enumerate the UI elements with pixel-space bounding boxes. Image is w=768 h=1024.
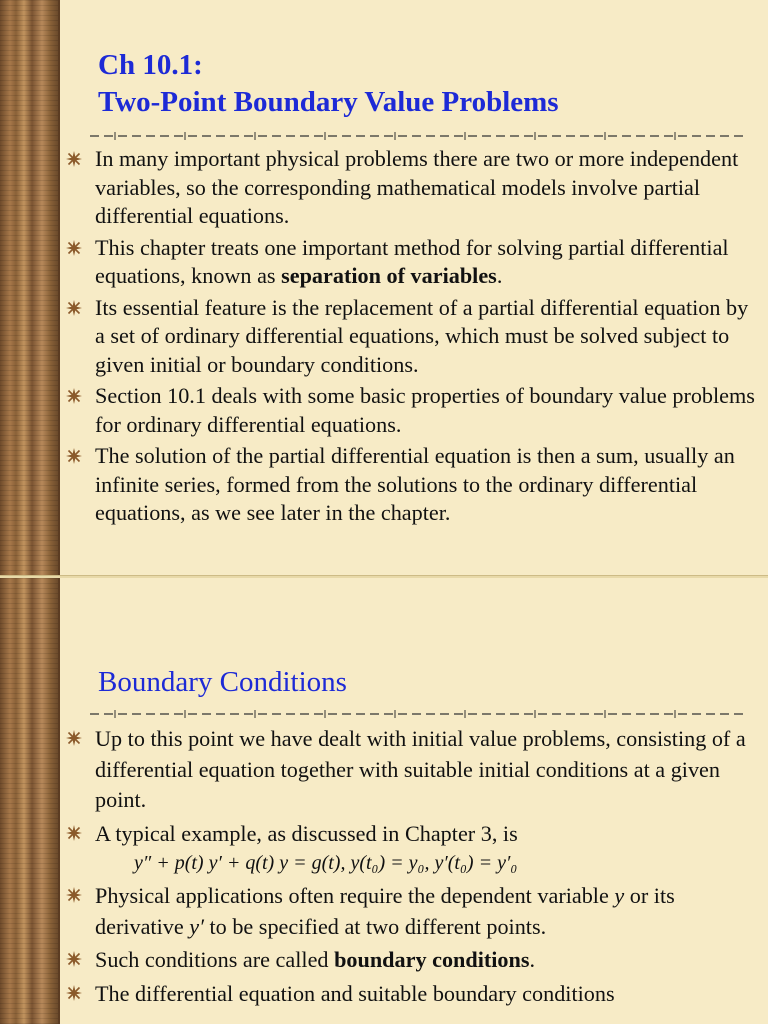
binding-strip — [0, 578, 60, 1024]
bullet-text: A typical example, as discussed in Chapter 3, is — [95, 820, 518, 846]
slide-1-title — [98, 47, 559, 121]
bullet-item — [66, 819, 756, 878]
bullet-text: Up to this point we have dealt with initial value problems, consisting of a differential equation together with suitable initial conditions at a given point. — [95, 726, 746, 812]
slide-2 — [0, 578, 768, 1024]
bullet-bold-term: separation of variables — [281, 263, 497, 288]
star-bullet-icon — [66, 951, 82, 967]
star-bullet-icon — [66, 730, 82, 746]
bullet-item — [66, 979, 756, 1010]
bullet-item — [66, 945, 756, 976]
slide-2-bullet-list — [66, 724, 756, 1012]
ode-equation: y″ + p(t) y′ + q(t) y = g(t), y(t₀) = y₀, y′(t₀) = y′₀ — [134, 852, 518, 874]
bullet-text: Its essential feature is the replacement of a partial differential equation by a set of ordinary differential equations, which must be solved subject to given initial or boundary conditions. — [95, 294, 749, 377]
bullet-text-end: to be specified at two different points. — [203, 913, 547, 939]
title-line-1: Ch 10.1: — [98, 49, 203, 81]
bullet-text: Section 10.1 deals with some basic properties of boundary value problems for ordinary differential equations. — [95, 383, 755, 437]
star-bullet-icon — [66, 985, 82, 1001]
bullet-text: This chapter treats one important method for solving partial differential equations, known as — [95, 234, 729, 288]
bullet-text-mid: or its derivative — [95, 883, 675, 939]
variable-y-prime: y′ — [189, 913, 204, 939]
star-bullet-icon — [66, 388, 82, 404]
bullet-bold-term: boundary conditions — [334, 947, 530, 972]
star-bullet-icon — [66, 448, 82, 464]
bullet-item — [66, 294, 756, 380]
bullet-item — [66, 382, 756, 439]
bullet-item — [66, 442, 756, 528]
bullet-item — [66, 724, 756, 816]
bullet-text: The differential equation and suitable boundary conditions — [95, 980, 615, 1006]
star-bullet-icon — [66, 887, 82, 903]
bullet-text: Physical applications often require the dependent variable — [95, 883, 615, 908]
star-bullet-icon — [66, 151, 82, 167]
title-line-2: Two-Point Boundary Value Problems — [98, 86, 559, 118]
star-bullet-icon — [66, 300, 82, 316]
star-bullet-icon — [66, 825, 82, 841]
variable-y: y — [614, 883, 625, 908]
bullet-text-end: . — [529, 947, 536, 972]
bullet-text: The solution of the partial differential equation is then a sum, usually an infinite series, formed from the solutions to the ordinary differential equations, as we see later in the chapter. — [95, 443, 735, 525]
bullet-text: Such conditions are called — [95, 947, 335, 972]
title-divider — [90, 131, 744, 141]
star-bullet-icon — [66, 240, 82, 256]
slide-2-title: Boundary Conditions — [98, 666, 347, 698]
bullet-text-end: . — [496, 263, 503, 288]
bullet-item — [66, 145, 756, 231]
bullet-text: In many important physical problems there are two or more independent variables, so the corresponding mathematical models involve partial differential equations. — [95, 146, 739, 228]
title-divider — [90, 709, 744, 719]
bullet-item — [66, 881, 756, 942]
binding-strip — [0, 0, 60, 578]
slide-1-bullet-list — [66, 145, 756, 531]
bullet-item — [66, 234, 756, 291]
